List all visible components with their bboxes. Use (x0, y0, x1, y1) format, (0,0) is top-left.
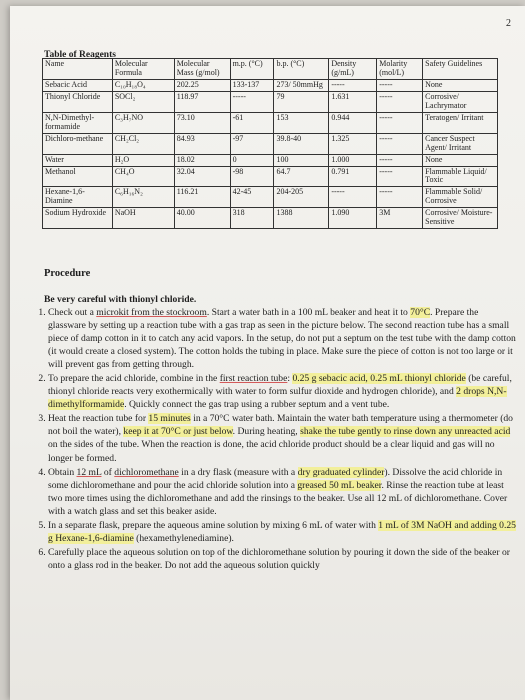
cell-name: Dichloro-methane (43, 133, 113, 154)
cell-density: 1.325 (329, 133, 377, 154)
cell-mp: -97 (230, 133, 274, 154)
cell-name: Sodium Hydroxide (43, 208, 113, 229)
step-text: To prepare the acid chloride, combine in the (48, 373, 220, 385)
table-row (43, 154, 498, 166)
cell-molarity: ----- (377, 166, 423, 187)
step-text: In a separate flask, prepare the aqueous amine solution by mixing 6 mL of water with (48, 519, 379, 531)
cell-safety: None (423, 79, 498, 91)
cell-bp: 204-205 (274, 187, 329, 208)
cell-formula: H₂O (112, 154, 174, 166)
cell-density: ----- (329, 79, 377, 91)
cell-mass: 73.10 (174, 112, 230, 133)
cell-safety: Flammable Solid/ Corrosive (423, 187, 498, 208)
table-title: Table of Reagents (44, 50, 116, 60)
highlighted-text: shake the tube gently to rinse down any unreacted acid (300, 426, 511, 438)
procedure-step (48, 372, 518, 411)
procedure-step (48, 306, 518, 371)
step-text: of (101, 466, 115, 478)
cell-molarity: ----- (377, 112, 423, 133)
procedure-step (48, 466, 518, 518)
table-row (43, 91, 498, 112)
step-text: (be careful, thionyl chloride reacts very exothermically with water to form sulfur dioxide and hydrogen chloride), and (48, 373, 512, 398)
step-text: in a 70°C water bath. Maintain the water bath temperature using a thermometer (do not boil the water), (48, 413, 513, 438)
cell-safety: Corrosive/ Moisture-Sensitive (423, 208, 498, 229)
cell-bp: 273/ 50mmHg (274, 79, 329, 91)
highlighted-text: 70°C (410, 307, 431, 318)
highlighted-text: greased 50 mL beaker (297, 479, 382, 491)
cell-safety: Cancer Suspect Agent/ Irritant (423, 133, 498, 154)
cell-density: 1.631 (329, 91, 377, 112)
cell-formula: C₁₀H₁₈O₄ (112, 79, 174, 91)
cell-mp: 133-137 (230, 79, 274, 91)
table-header-row (43, 59, 498, 80)
cell-bp: 1388 (274, 208, 329, 229)
cell-name: Water (43, 154, 113, 166)
step-text: . During heating, (232, 426, 301, 438)
underlined-text: dichloromethane (114, 466, 179, 478)
procedure-steps (24, 306, 518, 573)
document-page (10, 6, 525, 700)
cell-bp: 39.8-40 (274, 133, 329, 154)
highlighted-text: keep it at 70°C or just below (123, 426, 233, 438)
step-text: on the sides of the tube. When the reaction is done, the acid chloride product should be a clear liquid and gas will no longer be formed. (48, 439, 495, 464)
cell-density: 0.791 (329, 166, 377, 187)
cell-density: 0.944 (329, 112, 377, 133)
cell-molarity: ----- (377, 133, 423, 154)
cell-mp: ----- (230, 91, 274, 112)
reagents-table (42, 58, 498, 229)
column-header: m.p. (°C) (230, 59, 274, 80)
highlighted-text: 15 minutes (148, 413, 191, 425)
procedure-step (48, 546, 518, 572)
step-text: Heat the reaction tube for (48, 413, 149, 425)
cell-bp: 79 (274, 91, 329, 112)
step-text: (hexamethylenediamine). (133, 532, 234, 544)
column-header: b.p. (°C) (274, 59, 329, 80)
cell-bp: 64.7 (274, 166, 329, 187)
cell-mp: 318 (230, 208, 274, 229)
highlighted-text: 2 drops N,N-dimethylformamide (48, 386, 507, 411)
cell-density: 1.090 (329, 208, 377, 229)
cell-name: Hexane-1,6-Diamine (43, 187, 113, 208)
cell-formula: CH₂Cl₂ (112, 133, 174, 154)
warning-text: Be very careful with thionyl chloride. (44, 294, 197, 305)
step-text: Check out a (48, 307, 97, 318)
column-header: Density (g/mL) (329, 59, 377, 80)
cell-formula: C₆H₁₆N₂ (112, 187, 174, 208)
cell-density: 1.000 (329, 154, 377, 166)
cell-mp: 0 (230, 154, 274, 166)
page-number: 2 (506, 18, 511, 29)
cell-mp: -98 (230, 166, 274, 187)
cell-name: N,N-Dimethyl-formamide (43, 112, 113, 133)
cell-molarity: ----- (377, 91, 423, 112)
cell-formula: C₃H₇NO (112, 112, 174, 133)
highlighted-text: dry graduated cylinder (297, 466, 385, 478)
cell-mp: -61 (230, 112, 274, 133)
underlined-text: 12 mL (76, 466, 102, 478)
procedure-step (48, 412, 518, 464)
column-header: Molarity (mol/L) (377, 59, 423, 80)
cell-formula: CH₄O (112, 166, 174, 187)
cell-mass: 18.02 (174, 154, 230, 166)
procedure-step (48, 519, 518, 545)
cell-safety: Flammable Liquid/ Toxic (423, 166, 498, 187)
step-text: Obtain (48, 466, 77, 478)
cell-molarity: ----- (377, 79, 423, 91)
cell-molarity: ----- (377, 187, 423, 208)
cell-mass: 118.97 (174, 91, 230, 112)
column-header: Name (43, 59, 113, 80)
table-row (43, 79, 498, 91)
step-text: . Rinse the reaction tube at least two more times using the dichloromethane and add the rinsings to the beaker. Use all 12 mL of dichloromethane. Cover with a watch glass and set this beaker aside. (48, 479, 508, 517)
cell-molarity: ----- (377, 154, 423, 166)
cell-mass: 32.04 (174, 166, 230, 187)
table-row (43, 208, 498, 229)
underlined-text: first reaction tube (219, 373, 288, 385)
cell-mass: 116.21 (174, 187, 230, 208)
cell-safety: Corrosive/ Lachrymator (423, 91, 498, 112)
cell-molarity: 3M (377, 208, 423, 229)
step-text: : (287, 373, 293, 385)
column-header: Molecular Formula (112, 59, 174, 80)
cell-bp: 100 (274, 154, 329, 166)
cell-mass: 40.00 (174, 208, 230, 229)
column-header: Molecular Mass (g/mol) (174, 59, 230, 80)
table-row (43, 187, 498, 208)
highlighted-text: 0.25 g sebacic acid, 0.25 mL thionyl chloride (292, 373, 466, 385)
step-text: in a dry flask (measure with a (178, 466, 298, 478)
cell-name: Sebacic Acid (43, 79, 113, 91)
cell-name: Methanol (43, 166, 113, 187)
cell-mp: 42-45 (230, 187, 274, 208)
cell-formula: NaOH (112, 208, 174, 229)
column-header: Safety Guidelines (423, 59, 498, 80)
cell-formula: SOCl₂ (112, 91, 174, 112)
cell-mass: 84.93 (174, 133, 230, 154)
highlighted-text: 1 mL of 3M NaOH and adding 0.25 g Hexane-1,6-diamine (48, 519, 516, 544)
cell-mass: 202.25 (174, 79, 230, 91)
step-text: . Start a water bath in a 100 mL beaker and heat it to (206, 307, 411, 318)
table-body (43, 79, 498, 228)
step-text: ). Dissolve the acid chloride in some dichloromethane and pour the acid chloride solution into a (48, 466, 503, 491)
cell-safety: None (423, 154, 498, 166)
table-row (43, 112, 498, 133)
underlined-text: microkit from the stockroom (96, 307, 207, 318)
cell-bp: 153 (274, 112, 329, 133)
cell-density: ----- (329, 187, 377, 208)
cell-safety: Teratogen/ Irritant (423, 112, 498, 133)
step-text: . Quickly connect the gas trap using a rubber septum and a vent tube. (124, 399, 390, 411)
table-row (43, 166, 498, 187)
step-text: Carefully place the aqueous solution on top of the dichloromethane solution by pouring it down the side of the beaker or onto a glass rod in the beaker. Do not add the aqueous solution quickly (48, 546, 510, 571)
table-row (43, 133, 498, 154)
cell-name: Thionyl Chloride (43, 91, 113, 112)
step-text: . Prepare the glassware by setting up a reaction tube with a gas trap as seen in the picture below. The second reaction tube has a small piece of damp cotton in it to catch any acid vapors. In the setup, do not put a septum on the test tube with the damp cotton (it would create a closed system). The cotton holds the tubing in place. Make sure the piece of cotton is not too large or it will prevent gas from getting through. (48, 307, 516, 371)
procedure-heading: Procedure (44, 268, 91, 279)
